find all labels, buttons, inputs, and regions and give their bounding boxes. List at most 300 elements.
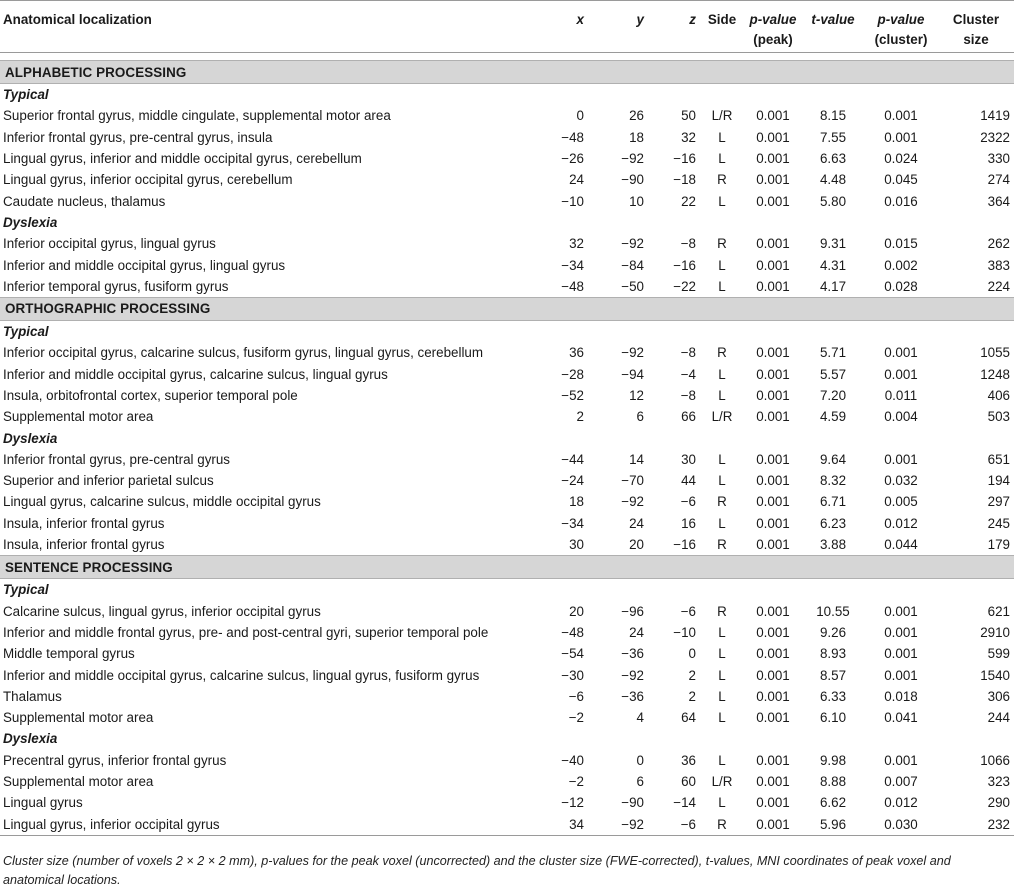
p-peak-cell: 0.001 <box>756 795 790 811</box>
p-peak-cell: 0.001 <box>756 366 790 382</box>
anatomical-cell: Middle temporal gyrus <box>3 646 135 662</box>
x-cell: −48 <box>561 129 584 145</box>
t-value-cell: 6.33 <box>819 688 847 704</box>
t-value-cell: 7.55 <box>819 129 847 145</box>
x-cell: −6 <box>568 688 584 704</box>
cluster-size-cell: 2910 <box>980 624 1010 640</box>
y-cell: −92 <box>621 494 644 510</box>
y-cell: −50 <box>621 278 644 294</box>
table-row <box>0 342 1014 363</box>
p-cluster-cell: 0.001 <box>884 366 918 382</box>
z-cell: −10 <box>673 624 696 640</box>
table-row <box>0 771 1014 792</box>
y-cell: 6 <box>636 409 644 425</box>
side-cell: L <box>718 193 726 209</box>
p-peak-cell: 0.001 <box>756 515 790 531</box>
p-cluster-cell: 0.030 <box>864 814 938 836</box>
group-row <box>0 728 1014 749</box>
p-peak-cell: 0.001 <box>756 688 790 704</box>
y-cell: −96 <box>621 603 644 619</box>
y-cell: −94 <box>621 366 644 382</box>
p-peak-cell: 0.001 <box>756 710 790 726</box>
table-row <box>0 750 1014 771</box>
anatomical-cell: Inferior and middle occipital gyrus, calcarine sulcus, lingual gyrus, fusiform gyrus <box>3 667 480 683</box>
z-cell: 32 <box>681 129 696 145</box>
table-row <box>0 622 1014 643</box>
cluster-size-cell: 651 <box>987 451 1010 467</box>
header-p-cluster-label: p-value <box>877 12 925 27</box>
cluster-size-cell: 323 <box>987 774 1010 790</box>
z-cell: −16 <box>673 257 696 273</box>
x-cell: −24 <box>561 473 584 489</box>
x-cell: −2 <box>568 710 584 726</box>
cluster-size-cell: 2322 <box>980 129 1010 145</box>
group-row <box>0 84 1014 106</box>
y-cell: 6 <box>636 774 644 790</box>
p-cluster-cell: 0.044 <box>884 537 918 553</box>
p-peak-cell: 0.001 <box>756 172 790 188</box>
p-peak-cell: 0.001 <box>756 624 790 640</box>
p-peak-cell: 0.001 <box>756 193 790 209</box>
cluster-size-cell: 306 <box>987 688 1010 704</box>
t-value-cell: 5.96 <box>802 814 864 836</box>
cluster-size-cell: 232 <box>938 814 1014 836</box>
anatomical-cell: Lingual gyrus, calcarine sulcus, middle occipital gyrus <box>3 494 321 510</box>
z-cell: 2 <box>688 688 696 704</box>
y-cell: −92 <box>621 667 644 683</box>
cluster-size-cell: 244 <box>987 710 1010 726</box>
y-cell: −70 <box>621 473 644 489</box>
side-cell: R <box>717 537 727 553</box>
anatomical-cell: Thalamus <box>3 688 62 704</box>
table-row <box>0 534 1014 556</box>
z-cell: −6 <box>648 814 700 836</box>
p-peak-cell: 0.001 <box>756 494 790 510</box>
side-cell: L <box>718 688 726 704</box>
table-row <box>0 707 1014 728</box>
t-value-cell: 4.48 <box>819 172 847 188</box>
x-cell: −28 <box>561 366 584 382</box>
p-cluster-cell: 0.001 <box>884 129 918 145</box>
side-cell: L <box>718 710 726 726</box>
p-cluster-cell: 0.032 <box>884 473 918 489</box>
side-cell: L <box>718 129 726 145</box>
table-row <box>0 664 1014 685</box>
table-row <box>0 792 1014 813</box>
anatomical-cell: Caudate nucleus, thalamus <box>3 193 166 209</box>
t-value-cell: 8.15 <box>819 108 847 124</box>
cluster-size-cell: 1540 <box>980 667 1010 683</box>
side-cell: L <box>718 667 726 683</box>
t-value-cell: 3.88 <box>819 537 847 553</box>
cluster-size-cell: 274 <box>987 172 1010 188</box>
p-cluster-cell: 0.005 <box>884 494 918 510</box>
table-row <box>0 686 1014 707</box>
anatomical-cell: Inferior occipital gyrus, lingual gyrus <box>3 236 216 252</box>
anatomical-cell: Supplemental motor area <box>3 710 154 726</box>
x-cell: −30 <box>561 667 584 683</box>
y-cell: −92 <box>588 814 648 836</box>
anatomical-cell: Superior and inferior parietal sulcus <box>3 473 214 489</box>
spacer-row <box>0 53 1014 61</box>
x-cell: −12 <box>561 795 584 811</box>
section-row <box>0 61 1014 84</box>
cluster-size-cell: 194 <box>987 473 1010 489</box>
p-peak-cell: 0.001 <box>744 814 802 836</box>
x-cell: −48 <box>561 278 584 294</box>
p-cluster-cell: 0.001 <box>884 624 918 640</box>
p-peak-cell: 0.001 <box>756 345 790 361</box>
t-value-cell: 6.71 <box>819 494 847 510</box>
y-cell: 10 <box>629 193 644 209</box>
anatomical-cell: Inferior temporal gyrus, fusiform gyrus <box>3 278 229 294</box>
anatomical-cell: Lingual gyrus, inferior and middle occipital gyrus, cerebellum <box>3 151 362 167</box>
side-cell: L <box>718 795 726 811</box>
x-cell: −40 <box>561 752 584 768</box>
p-cluster-cell: 0.007 <box>884 774 918 790</box>
p-peak-cell: 0.001 <box>756 257 790 273</box>
x-cell: 0 <box>576 108 584 124</box>
t-value-cell: 4.59 <box>819 409 847 425</box>
z-cell: −16 <box>673 537 696 553</box>
group-label: Dyslexia <box>3 214 58 230</box>
header-z: z <box>648 1 700 53</box>
z-cell: 60 <box>681 774 696 790</box>
y-cell: 12 <box>629 388 644 403</box>
p-peak-cell: 0.001 <box>756 451 790 467</box>
y-cell: −36 <box>621 688 644 704</box>
z-cell: −4 <box>680 366 696 382</box>
z-cell: 44 <box>681 473 696 489</box>
table-row <box>0 601 1014 622</box>
anatomical-cell: Supplemental motor area <box>3 774 154 790</box>
p-cluster-cell: 0.001 <box>884 752 918 768</box>
p-cluster-cell: 0.001 <box>884 646 918 662</box>
table-row <box>0 643 1014 664</box>
p-cluster-cell: 0.011 <box>884 388 918 403</box>
table-row <box>0 406 1014 427</box>
p-peak-cell: 0.001 <box>756 129 790 145</box>
y-cell: −84 <box>621 257 644 273</box>
z-cell: 64 <box>681 710 696 726</box>
y-cell: 18 <box>629 129 644 145</box>
t-value-cell: 8.57 <box>819 667 847 683</box>
anatomical-cell: Lingual gyrus <box>3 795 83 811</box>
t-value-cell: 5.80 <box>819 193 847 209</box>
p-peak-cell: 0.001 <box>756 108 790 124</box>
t-value-cell: 5.57 <box>819 366 847 382</box>
cluster-size-cell: 406 <box>987 388 1010 403</box>
group-row <box>0 579 1014 601</box>
header-cluster-size-sub: size <box>963 32 989 47</box>
z-cell: 22 <box>681 193 696 209</box>
x-cell: −26 <box>561 151 584 167</box>
table-body <box>0 53 1014 836</box>
header-p-peak <box>744 1 802 53</box>
side-cell: R <box>717 494 727 510</box>
z-cell: −6 <box>680 494 696 510</box>
z-cell: 30 <box>681 451 696 467</box>
z-cell: 50 <box>681 108 696 124</box>
p-peak-cell: 0.001 <box>756 409 790 425</box>
y-cell: 4 <box>636 710 644 726</box>
z-cell: 16 <box>681 515 696 531</box>
z-cell: 0 <box>688 646 696 662</box>
x-cell: −54 <box>561 646 584 662</box>
side-cell: L <box>718 473 726 489</box>
z-cell: 2 <box>688 667 696 683</box>
t-value-cell: 8.93 <box>819 646 847 662</box>
anatomical-cell: Superior frontal gyrus, middle cingulate, supplemental motor area <box>3 108 391 124</box>
section-title: ALPHABETIC PROCESSING <box>0 61 1014 84</box>
anatomical-cell: Inferior and middle occipital gyrus, lingual gyrus <box>3 257 286 273</box>
z-cell: −8 <box>680 388 696 403</box>
t-value-cell: 9.31 <box>819 236 847 252</box>
t-value-cell: 4.17 <box>819 278 847 294</box>
group-row <box>0 320 1014 342</box>
side-cell: L/R <box>711 409 733 425</box>
x-cell: 36 <box>569 345 584 361</box>
section-row <box>0 556 1014 579</box>
p-peak-cell: 0.001 <box>756 667 790 683</box>
y-cell: −36 <box>621 646 644 662</box>
x-cell: 30 <box>569 537 584 553</box>
x-cell: 18 <box>569 494 584 510</box>
header-cluster-size <box>938 1 1014 53</box>
side-cell: L <box>718 624 726 640</box>
x-cell: −34 <box>561 257 584 273</box>
x-cell: −52 <box>561 388 584 403</box>
side-cell: R <box>717 345 727 361</box>
y-cell: −92 <box>621 236 644 252</box>
p-peak-cell: 0.001 <box>756 646 790 662</box>
cluster-size-cell: 1066 <box>980 752 1010 768</box>
x-cell: −48 <box>561 624 584 640</box>
p-cluster-cell: 0.024 <box>884 151 918 167</box>
group-label: Typical <box>3 324 49 340</box>
cluster-size-cell: 383 <box>987 257 1010 273</box>
group-label: Dyslexia <box>3 731 58 747</box>
table-row <box>0 148 1014 169</box>
anatomical-cell: Precentral gyrus, inferior frontal gyrus <box>3 752 227 768</box>
table-row <box>0 385 1014 406</box>
p-cluster-cell: 0.016 <box>884 193 918 209</box>
x-cell: 20 <box>569 603 584 619</box>
group-row <box>0 427 1014 448</box>
header-p-cluster-sub: (cluster) <box>874 32 928 47</box>
table-row <box>0 470 1014 491</box>
anatomical-cell: Supplemental motor area <box>3 409 154 425</box>
anatomical-cell: Inferior occipital gyrus, calcarine sulcus, fusiform gyrus, lingual gyrus, cerebellum <box>3 345 484 361</box>
y-cell: 26 <box>629 108 644 124</box>
side-cell: L <box>718 278 726 294</box>
p-peak-cell: 0.001 <box>756 473 790 489</box>
p-peak-cell: 0.001 <box>756 236 790 252</box>
cluster-size-cell: 503 <box>987 409 1010 425</box>
cluster-size-cell: 621 <box>987 603 1010 619</box>
p-peak-cell: 0.001 <box>756 388 790 403</box>
x-cell: −34 <box>561 515 584 531</box>
anatomical-cell: Inferior and middle occipital gyrus, calcarine sulcus, lingual gyrus <box>3 366 388 382</box>
header-x: x <box>546 1 588 53</box>
table-row <box>0 127 1014 148</box>
table-row <box>0 190 1014 211</box>
table-footnote: Cluster size (number of voxels 2 × 2 × 2 mm), p-values for the peak voxel (uncorrected) and the cluster size (FWE-corrected), t-values, MNI coordinates of peak voxel and anatomical locations. <box>3 854 951 887</box>
t-value-cell: 6.10 <box>819 710 847 726</box>
section-row <box>0 297 1014 320</box>
side-cell: L/R <box>711 774 733 790</box>
y-cell: 24 <box>629 624 644 640</box>
side-cell: R <box>717 603 727 619</box>
table-row <box>0 233 1014 254</box>
x-cell: 24 <box>569 172 584 188</box>
cluster-size-cell: 330 <box>987 151 1010 167</box>
z-cell: −6 <box>680 603 696 619</box>
p-peak-cell: 0.001 <box>756 603 790 619</box>
z-cell: −14 <box>673 795 696 811</box>
z-cell: 36 <box>681 752 696 768</box>
z-cell: −22 <box>673 278 696 294</box>
table-row <box>0 449 1014 470</box>
cluster-size-cell: 599 <box>987 646 1010 662</box>
t-value-cell: 4.31 <box>819 257 847 273</box>
table-row <box>0 276 1014 298</box>
cluster-size-cell: 297 <box>987 494 1010 510</box>
y-cell: −90 <box>621 795 644 811</box>
p-cluster-cell: 0.045 <box>884 172 918 188</box>
cluster-size-cell: 1055 <box>980 345 1010 361</box>
group-row <box>0 212 1014 233</box>
cluster-size-cell: 364 <box>987 193 1010 209</box>
header-anatomical: Anatomical localization <box>0 1 546 53</box>
t-value-cell: 6.62 <box>819 795 847 811</box>
y-cell: −90 <box>621 172 644 188</box>
t-value-cell: 6.23 <box>819 515 847 531</box>
t-value-cell: 6.63 <box>819 151 847 167</box>
cluster-size-cell: 224 <box>987 278 1010 294</box>
x-cell: −10 <box>561 193 584 209</box>
header-cluster-size-label: Cluster <box>952 12 1000 27</box>
y-cell: −92 <box>621 151 644 167</box>
header-t-value-label: t-value <box>811 12 855 27</box>
p-peak-cell: 0.001 <box>756 537 790 553</box>
x-cell: −44 <box>561 451 584 467</box>
p-cluster-cell: 0.001 <box>884 603 918 619</box>
anatomical-cell: Insula, inferior frontal gyrus <box>3 515 165 531</box>
p-peak-cell: 0.001 <box>756 774 790 790</box>
table-row <box>0 105 1014 126</box>
header-side: Side <box>700 1 744 53</box>
cluster-size-cell: 245 <box>987 515 1010 531</box>
t-value-cell: 9.64 <box>819 451 847 467</box>
cluster-size-cell: 1248 <box>980 366 1010 382</box>
y-cell: 20 <box>629 537 644 553</box>
p-cluster-cell: 0.015 <box>884 236 918 252</box>
x-cell: 32 <box>569 236 584 252</box>
side-cell: L <box>718 646 726 662</box>
t-value-cell: 5.71 <box>819 345 847 361</box>
cluster-size-cell: 290 <box>987 795 1010 811</box>
anatomical-cell: Insula, inferior frontal gyrus <box>3 537 165 553</box>
side-cell: L <box>718 752 726 768</box>
t-value-cell: 8.88 <box>819 774 847 790</box>
p-cluster-cell: 0.001 <box>884 451 918 467</box>
group-label: Dyslexia <box>3 430 58 446</box>
x-cell: 2 <box>576 409 584 425</box>
x-cell: −2 <box>568 774 584 790</box>
t-value-cell: 9.98 <box>819 752 847 768</box>
side-cell: L <box>718 388 726 403</box>
anatomical-cell: Inferior frontal gyrus, pre-central gyrus, insula <box>3 129 273 145</box>
anatomical-cell: Calcarine sulcus, lingual gyrus, inferior occipital gyrus <box>3 603 321 619</box>
side-cell: L <box>718 515 726 531</box>
y-cell: 0 <box>636 752 644 768</box>
side-cell: R <box>700 814 744 836</box>
p-cluster-cell: 0.001 <box>884 667 918 683</box>
p-cluster-cell: 0.001 <box>884 108 918 124</box>
side-cell: L <box>718 451 726 467</box>
p-cluster-cell: 0.004 <box>884 409 918 425</box>
table-row <box>0 513 1014 534</box>
p-cluster-cell: 0.002 <box>884 257 918 273</box>
table-row <box>0 491 1014 512</box>
x-cell: 34 <box>546 814 588 836</box>
side-cell: R <box>717 172 727 188</box>
t-value-cell: 9.26 <box>819 624 847 640</box>
p-cluster-cell: 0.012 <box>884 795 918 811</box>
side-cell: R <box>717 236 727 252</box>
cluster-size-cell: 262 <box>987 236 1010 252</box>
p-peak-cell: 0.001 <box>756 151 790 167</box>
cluster-size-cell: 1419 <box>980 108 1010 124</box>
z-cell: −16 <box>673 151 696 167</box>
y-cell: 14 <box>629 451 644 467</box>
z-cell: 66 <box>681 409 696 425</box>
p-cluster-cell: 0.001 <box>884 345 918 361</box>
anatomical-cell: Inferior frontal gyrus, pre-central gyrus <box>3 451 230 467</box>
anatomical-cell: Inferior and middle frontal gyrus, pre- and post-central gyri, superior temporal pole <box>3 624 489 640</box>
z-cell: −8 <box>680 236 696 252</box>
table-row <box>0 254 1014 275</box>
header-p-peak-label: p-value <box>749 12 797 27</box>
table-row <box>0 814 1014 836</box>
side-cell: L/R <box>711 108 733 124</box>
t-value-cell: 8.32 <box>819 473 847 489</box>
header-p-cluster <box>864 1 938 53</box>
anatomical-cell: Lingual gyrus, inferior occipital gyrus, cerebellum <box>3 172 293 188</box>
cluster-size-cell: 179 <box>987 537 1010 553</box>
anatomical-cell: Insula, orbitofrontal cortex, superior temporal pole <box>3 388 298 403</box>
t-value-cell: 7.20 <box>819 388 847 403</box>
p-cluster-cell: 0.018 <box>884 688 918 704</box>
side-cell: L <box>718 366 726 382</box>
side-cell: L <box>718 151 726 167</box>
table-row <box>0 364 1014 385</box>
p-peak-cell: 0.001 <box>756 278 790 294</box>
section-title: SENTENCE PROCESSING <box>0 556 1014 579</box>
p-peak-cell: 0.001 <box>756 752 790 768</box>
z-cell: −8 <box>680 345 696 361</box>
group-label: Typical <box>3 582 49 598</box>
y-cell: 24 <box>629 515 644 531</box>
group-label: Typical <box>3 87 49 103</box>
header-p-peak-sub: (peak) <box>753 32 793 47</box>
header-t-value <box>802 1 864 53</box>
p-cluster-cell: 0.028 <box>884 278 918 294</box>
t-value-cell: 10.55 <box>816 603 850 619</box>
y-cell: −92 <box>621 345 644 361</box>
p-cluster-cell: 0.041 <box>884 710 918 726</box>
